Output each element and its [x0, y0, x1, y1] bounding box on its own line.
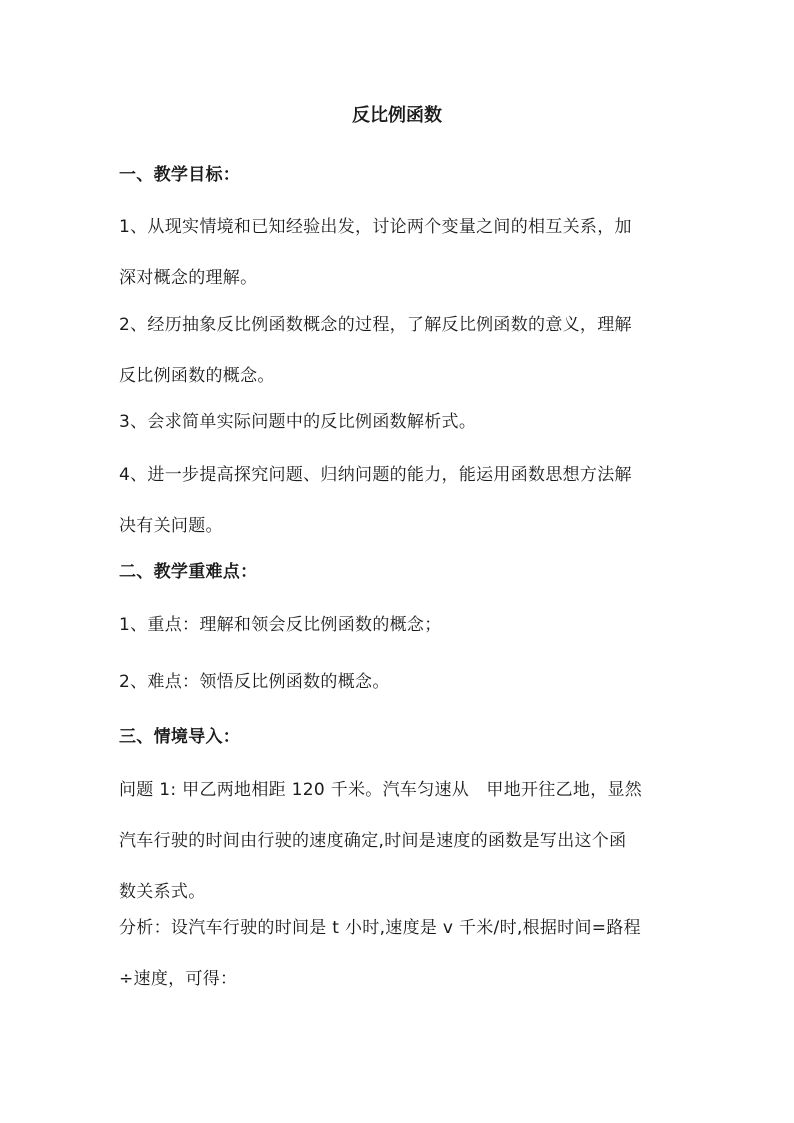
- paragraph-line: 汽车行驶的时间由行驶的速度确定,时间是速度的函数是写出这个函: [119, 831, 627, 851]
- paragraph-line: 问题 1: 甲乙两地相距 120 千米。汽车匀速从 甲地开往乙地，显然: [119, 780, 643, 800]
- problem-paragraph: [119, 775, 679, 908]
- paragraph-line: 1、从现实情境和已知经验出发，讨论两个变量之间的相互关系，加: [119, 217, 632, 237]
- paragraph-line: 2、难点：领悟反比例函数的概念。: [119, 672, 390, 692]
- section-heading-teaching-goals: 一、教学目标：: [119, 165, 241, 185]
- paragraph-line: 3、会求简单实际问题中的反比例函数解析式。: [119, 412, 477, 432]
- document-title: 反比例函数: [352, 105, 442, 126]
- paragraph-line: 决有关问题。: [119, 516, 223, 536]
- goal-item-2: [119, 310, 679, 392]
- paragraph-line: 反比例函数的概念。: [119, 366, 275, 386]
- paragraph-line: 1、重点：理解和领会反比例函数的概念；: [119, 615, 442, 635]
- section-heading-key-points: 二、教学重难点：: [119, 562, 258, 582]
- analysis-paragraph: [119, 913, 679, 995]
- paragraph-line: 分析：设汽车行驶的时间是 t 小时,速度是 v 千米/时,根据时间=路程: [119, 918, 641, 938]
- paragraph-line: 2、经历抽象反比例函数概念的过程，了解反比例函数的意义，理解: [119, 315, 632, 335]
- key-point-item-2: [119, 667, 679, 698]
- paragraph-line: ÷速度，可得：: [119, 969, 238, 989]
- section-heading-scenario: 三、情境导入：: [119, 727, 241, 747]
- goal-item-3: [119, 407, 679, 438]
- paragraph-line: 4、进一步提高探究问题、归纳问题的能力，能运用函数思想方法解: [119, 465, 632, 485]
- paragraph-line: 深对概念的理解。: [119, 268, 258, 288]
- goal-item-1: [119, 212, 679, 294]
- key-point-item-1: [119, 610, 679, 641]
- paragraph-line: 数关系式。: [119, 882, 206, 902]
- goal-item-4: [119, 460, 679, 542]
